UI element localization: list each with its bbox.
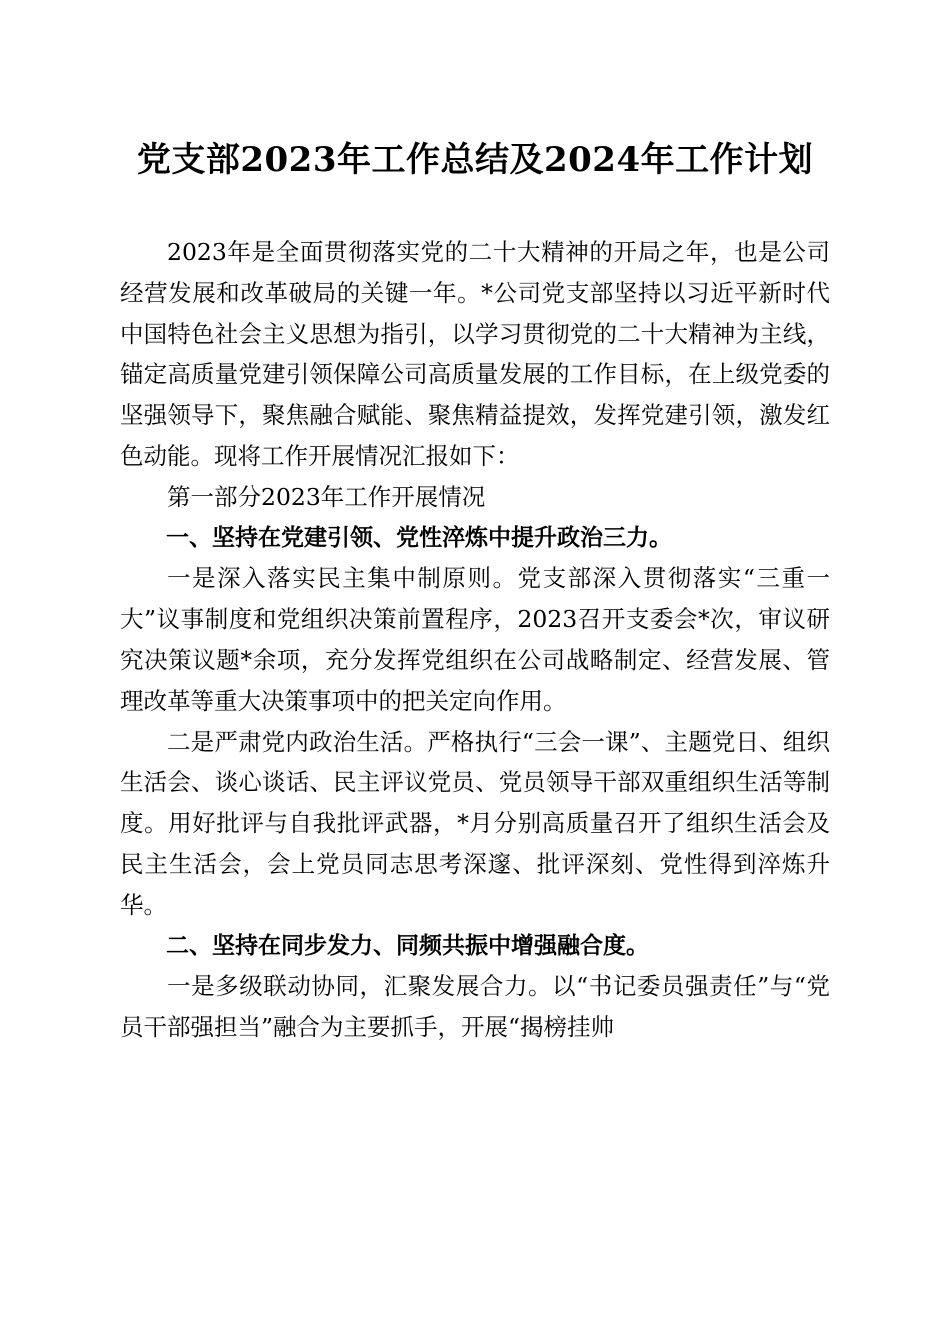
part-one-heading: 第一部分2023年工作开展情况 — [167, 482, 486, 511]
section-two-paragraph-1: 一是多级联动协同，汇聚发展合力。以“书记委员强责任”与“党员干部强担当”融合为主要抓手，开展“揭榜挂帅 — [120, 972, 830, 1042]
intro-paragraph: 2023年是全面贯彻落实党的二十大精神的开局之年，也是公司经营发展和改革破局的关键一年。*公司党支部坚持以习近平新时代中国特色社会主义思想为指引，以学习贯彻党的二十大精神为主线，锚定高质量党建引领保障公司高质量发展的工作目标，在上级党委的坚强领导下，聚焦融合赋能、聚焦精益提效，发挥党建引领，激发红色动能。现将工作开展情况汇报如下： — [120, 238, 830, 470]
section-one-paragraph-1: 一是深入落实民主集中制原则。党支部深入贯彻落实“三重一大”议事制度和党组织决策前置程序，2023召开支委会*次，审议研究决策议题*余项，充分发挥党组织在公司战略制定、经营发展、管理改革等重大决策事项中的把关定向作用。 — [120, 564, 830, 715]
document-body — [120, 232, 830, 1048]
section-one-heading: 一、坚持在党建引领、党性淬炼中提升政治三力。 — [166, 524, 672, 551]
section-one-paragraph-2: 二是严肃党内政治生活。严格执行“三会一课”、主题党日、组织生活会、谈心谈话、民主评议党员、党员领导干部双重组织生活等制度。用好批评与自我批评武器，*月分别高质量召开了组织生活会及民主生活会，会上党员同志思考深邃、批评深刻、党性得到淬炼升华。 — [120, 727, 830, 919]
document-title: 党支部2023年工作总结及2024年工作计划 — [136, 140, 814, 180]
section-two-heading: 二、坚持在同步发力、同频共振中增强融合度。 — [166, 932, 649, 959]
